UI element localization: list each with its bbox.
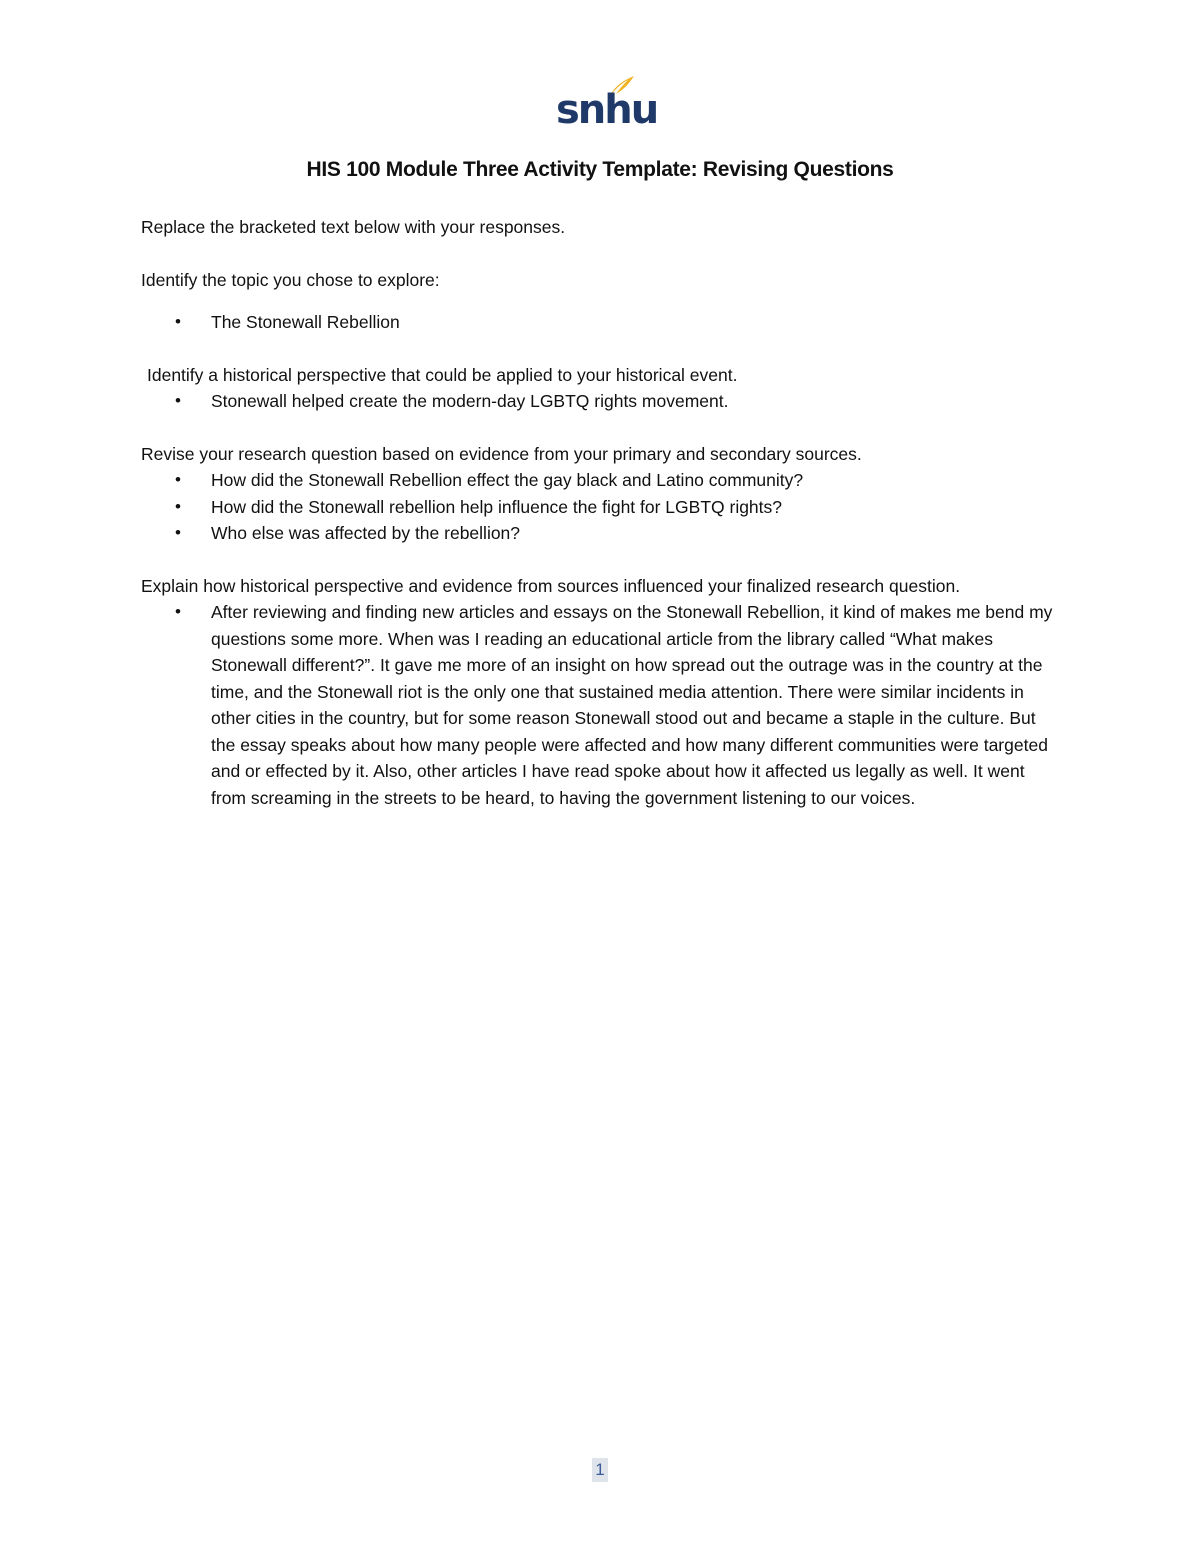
- bullet-icon: •: [175, 602, 181, 621]
- page-number: 1: [592, 1458, 608, 1482]
- list-item-text: Who else was affected by the rebellion?: [211, 523, 521, 543]
- bullet-icon: •: [175, 523, 181, 542]
- list-item-text: Stonewall helped create the modern-day LGBTQ rights movement.: [211, 391, 729, 411]
- perspective-prompt: Identify a historical perspective that could be applied to your historical event.: [147, 364, 738, 385]
- topic-list: [141, 309, 1061, 336]
- explanation-prompt: Explain how historical perspective and evidence from sources influenced your finalized research question.: [141, 575, 961, 596]
- bullet-icon: •: [175, 496, 181, 516]
- bullet-icon: •: [175, 470, 181, 489]
- explanation-list: [141, 599, 1061, 811]
- list-item-text: How did the Stonewall rebellion help influence the fight for LGBTQ rights?: [211, 496, 783, 517]
- document-body: [141, 214, 1061, 811]
- bullet-icon: •: [175, 312, 181, 331]
- instructions-text: Replace the bracketed text below with your responses.: [141, 217, 566, 237]
- bullet-icon: •: [175, 391, 181, 410]
- topic-prompt: Identify the topic you chose to explore:: [141, 269, 440, 290]
- list-item-text: How did the Stonewall Rebellion effect the gay black and Latino community?: [211, 470, 804, 490]
- list-item: [141, 599, 1061, 811]
- list-item-text: After reviewing and finding new articles and essays on the Stonewall Rebellion, it kind of makes me bend my questions some more. When was I reading an educational article from the library called “What makes Stonewall different?”. It gave me more of an insight on how spread out the outrage was in the country at the time, and the Stonewall riot is the only one that sustained media attention. There were similar incidents in other cities in the country, but for some reason Stonewall stood out and became a staple in the culture. But the essay speaks about how many people were affected and how many different communities were targeted and or effected by it. Also, other articles I have read spoke about how it affected us legally as well. It went from screaming in the streets to be heard, to having the government listening to our voices.: [211, 602, 1053, 808]
- research-question-prompt: Revise your research question based on evidence from your primary and secondary sources.: [141, 443, 862, 464]
- list-item: [141, 494, 1061, 521]
- document-title: HIS 100 Module Three Activity Template: Revising Questions: [306, 158, 894, 181]
- logo-wordmark: snhu: [556, 87, 658, 133]
- research-question-list: [141, 467, 1061, 547]
- list-item: [141, 388, 1061, 415]
- list-item-text: The Stonewall Rebellion: [211, 312, 400, 332]
- perspective-list: [141, 388, 1061, 415]
- snhu-logo: [552, 72, 658, 134]
- list-item: [141, 309, 1061, 336]
- list-item: [141, 467, 1061, 494]
- list-item: [141, 520, 1061, 547]
